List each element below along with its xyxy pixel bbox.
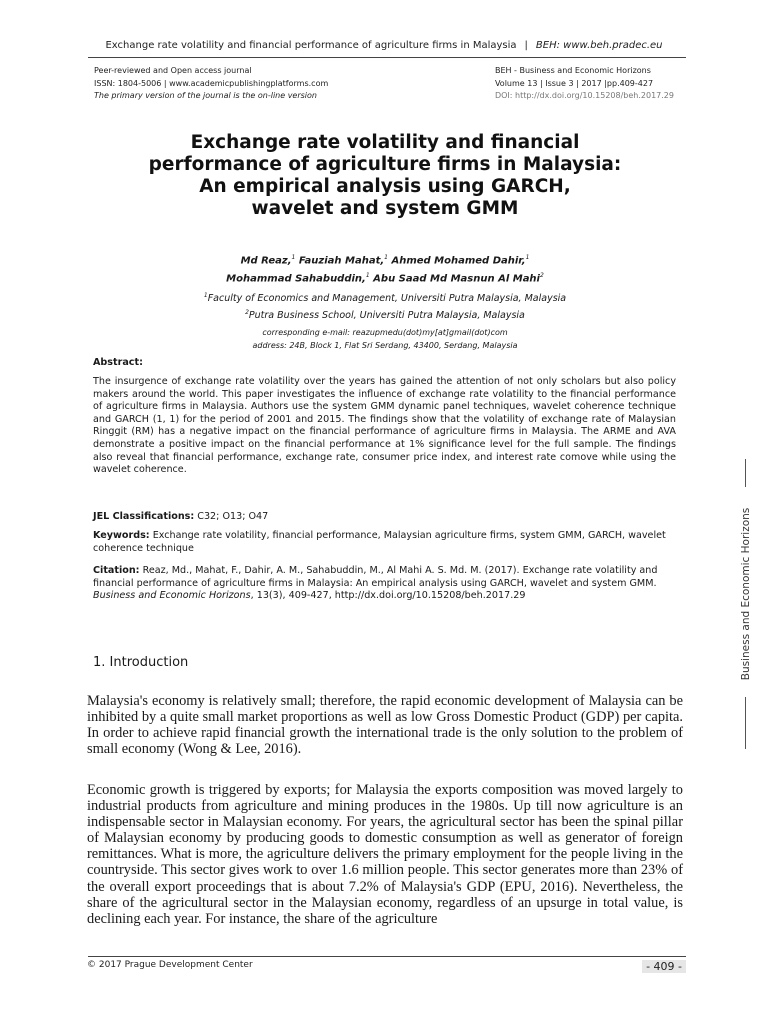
author-mark: 2 bbox=[539, 272, 544, 280]
page-number: - 409 - bbox=[642, 960, 686, 973]
affiliation-mark: 2 bbox=[245, 309, 249, 317]
affiliation-text: Putra Business School, Universiti Putra Malaysia, Malaysia bbox=[248, 310, 525, 322]
running-head-title: Exchange rate volatility and financial performance of agriculture firms in Malaysia bbox=[105, 40, 517, 51]
affiliation bbox=[100, 306, 670, 323]
author-name: Md Reaz, bbox=[240, 255, 292, 267]
journal-meta-right bbox=[495, 65, 674, 103]
citation-journal: Business and Economic Horizons bbox=[93, 590, 251, 602]
paper-title bbox=[100, 132, 670, 220]
contact-info bbox=[100, 326, 670, 352]
journal-name-line: BEH - Business and Economic Horizons bbox=[494, 66, 651, 75]
citation bbox=[93, 565, 676, 603]
running-head-journal: BEH: www.beh.pradec.eu bbox=[535, 40, 663, 51]
author-mark: 1 bbox=[525, 254, 530, 261]
keywords-text: Exchange rate volatility, financial performance, Malaysian agriculture firms, system GMM, GARCH, wavelet coherence technique bbox=[93, 530, 666, 554]
author-mark: 1 bbox=[291, 254, 296, 261]
volume-line: Volume 13 | Issue 3 | 2017 |pp.409-427 bbox=[494, 78, 654, 88]
footer-copyright: © 2017 Prague Development Center bbox=[87, 960, 253, 970]
body-paragraph: Economic growth is triggered by exports; for Malaysia the exports composition was moved largely to industrial products from agriculture and mining produces in the 1980s. Up till now agriculture is an indispensable sector in Malaysian economy. For years, the agricultural sector has been the spinal pillar of Malaysian economy by producing goods to domestic consumption as well as generator of foreign remittances. What is more, the agriculture delivers the primary employment for the people living in the countryside. This sector gives work to over 1.6 million people. This sector generates more than 23% of the overall export proceedings that is about 7.2% of Malaysia's GDP (EPU, 2016). Nevertheless, the share of the agricultural sector in the Malaysian economy, regardless of an upsurge in total value, is declining each year. For instance, the share of the agriculture bbox=[87, 782, 683, 927]
footer-rule bbox=[88, 956, 686, 957]
affiliation-mark: 1 bbox=[203, 292, 208, 299]
jel-classifications bbox=[93, 511, 676, 524]
primary-version-line: The primary version of the journal is the on-line version bbox=[94, 91, 317, 100]
side-rule-bottom bbox=[745, 697, 746, 749]
jel-label: JEL Classifications: bbox=[93, 511, 195, 522]
jel-codes: C32; O13; O47 bbox=[194, 511, 269, 522]
title-line: An empirical analysis using GARCH, bbox=[199, 176, 571, 197]
journal-meta-left bbox=[94, 65, 328, 103]
abstract-text: The insurgence of exchange rate volatility over the years has gained the attention of not only scholars but also policy makers around the world. This paper investigates the influence of exchange rate volatility to the financial performance of agriculture firms in Malaysia. Authors use the system GMM dynamic panel techniques, wavelet coherence technique and GARCH (1, 1) for the period of 2001 and 2015. The findings show that the volatility of exchange rate of Malaysian Ringgit (RM) has a negative impact on the financial performance of agriculture firms in Malaysia. The ARME and AVA demonstrate a positive impact on the financial performance at 1% significance level for the full sample. The findings also reveal that financial performance, exchange rate, consumer price index, and interest rate comove while using the wavelet coherence. bbox=[93, 376, 676, 476]
running-head-separator: | bbox=[524, 40, 528, 51]
side-label bbox=[733, 459, 759, 749]
affiliations bbox=[100, 289, 670, 323]
side-label-text: Business and Economic Horizons bbox=[740, 507, 752, 681]
author-mark: 1 bbox=[365, 272, 370, 280]
title-line: performance of agriculture firms in Malaysia: bbox=[148, 154, 622, 175]
author-name: Fauziah Mahat, bbox=[298, 255, 385, 267]
citation-main: Reaz, Md., Mahat, F., Dahir, A. M., Sahabuddin, M., Al Mahi A. S. Md. M. (2017). Exchange rate volatility and financial performance of agriculture firms in Malaysia: An empirical analysis using GARCH, wavelet and system GMM. bbox=[93, 565, 658, 589]
abstract-heading: Abstract: bbox=[93, 357, 143, 368]
author-list bbox=[100, 250, 670, 287]
title-line: Exchange rate volatility and financial bbox=[190, 132, 580, 153]
author-name: Abu Saad Md Masnun Al Mahi bbox=[373, 273, 540, 285]
citation-label: Citation: bbox=[93, 565, 140, 576]
author-name: Ahmed Mohamed Dahir, bbox=[391, 255, 526, 267]
corresponding-email: corresponding e-mail: reazupmedu(dot)my[at]gmail(dot)com bbox=[262, 328, 508, 337]
keywords-label: Keywords: bbox=[93, 530, 150, 541]
running-head bbox=[0, 40, 768, 51]
author-name: Mohammad Sahabuddin, bbox=[226, 273, 366, 285]
citation-tail: , 13(3), 409-427, http://dx.doi.org/10.15208/beh.2017.29 bbox=[250, 590, 526, 602]
side-rule-top bbox=[745, 459, 746, 487]
keywords bbox=[93, 530, 676, 555]
affiliation-text: Faculty of Economics and Management, Universiti Putra Malaysia, Malaysia bbox=[207, 293, 567, 305]
doi-line: DOI: http://dx.doi.org/10.15208/beh.2017.29 bbox=[494, 91, 674, 100]
peer-review-line: Peer-reviewed and Open access journal bbox=[94, 66, 252, 75]
body-paragraph: Malaysia's economy is relatively small; therefore, the rapid economic development of Malaysia can be inhibited by a quite small market proportions as well as low Gross Domestic Product (GDP) per capita. In order to achieve rapid financial growth the international trade is the only solution to the problem of small economy (Wong & Lee, 2016). bbox=[87, 693, 683, 758]
title-line: wavelet and system GMM bbox=[251, 198, 519, 219]
header-rule bbox=[88, 57, 686, 58]
corresponding-address: address: 24B, Block 1, Flat Sri Serdang, 43400, Serdang, Malaysia bbox=[252, 341, 518, 350]
author-mark: 1 bbox=[384, 254, 388, 261]
section-heading: 1. Introduction bbox=[93, 655, 189, 670]
affiliation bbox=[100, 289, 670, 306]
issn-line: ISSN: 1804-5006 | www.academicpublishingplatforms.com bbox=[94, 78, 329, 88]
